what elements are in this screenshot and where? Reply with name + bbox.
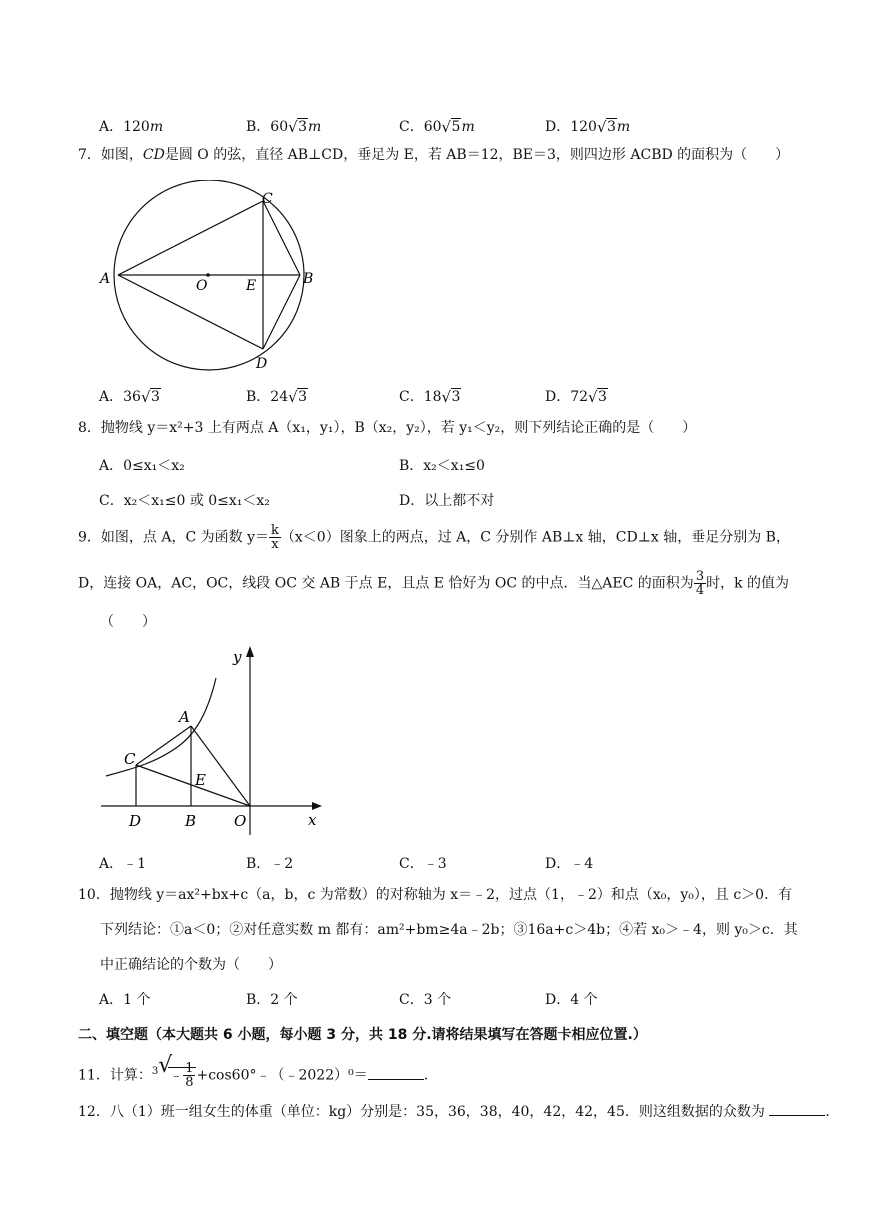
q7-option-c: C．18 √ 3 [399, 388, 461, 406]
q9-label-y: y [233, 648, 242, 666]
q10-stem-line1: 10．抛物线 y＝ax²+bx+c（a，b，c 为常数）的对称轴为 x＝﹣2，过点（1，﹣2）和点（x₀，y₀），且 c＞0．有 [78, 887, 793, 903]
q9-stem-line3: （ ） [100, 614, 156, 630]
q9-label-o: O [234, 812, 247, 830]
q7-label-o: O [196, 278, 208, 294]
q9-label-d: D [129, 812, 142, 830]
q9-stem-line1: 9．如图，点 A，C 为函数 y＝ $\frac{k}{x}$ （x＜0）图象上的两点，过 A，C 分别作 AB⊥x 轴，CD⊥x 轴，垂足分别为 B， [78, 523, 790, 552]
q7-label-d: D [256, 356, 268, 372]
q6-option-c: C．60 √ 5m [399, 118, 475, 136]
q10-option-c: C．3 个 [399, 992, 452, 1008]
q12-stem: 12．八（1）班一组女生的体重（单位：kg）分别是：35，36，38，40，42，42，45．则这组数据的众数为 . [78, 1104, 830, 1120]
q6-option-a: A．120m [99, 119, 164, 135]
q6-option-d: D．120 √ 3m [545, 118, 631, 136]
q9-option-c: C．﹣3 [399, 856, 447, 872]
section-title-fill-in: 二、填空题（本大题共 6 小题，每小题 3 分，共 18 分.请将结果填写在答题卡相应位置.） [78, 1027, 647, 1043]
q9-option-d: D．﹣4 [545, 856, 594, 872]
q7-label-a: A [100, 271, 111, 287]
q9-label-b: B [185, 812, 197, 830]
q9-hyperbola-figure [96, 640, 336, 840]
q10-option-b: B．2 个 [246, 992, 298, 1008]
q9-label-x: x [308, 811, 317, 829]
q8-option-d: D．以上都不对 [399, 493, 495, 509]
q8-option-c: C．x₂＜x₁≤0 或 0≤x₁＜x₂ [99, 493, 270, 509]
q8-stem: 8．抛物线 y＝x²+3 上有两点 A（x₁，y₁），B（x₂，y₂），若 y₁＜y₂，则下列结论正确的是（ ） [78, 420, 697, 436]
q9-option-b: B．﹣2 [246, 856, 294, 872]
q9-option-a: A．﹣1 [99, 856, 147, 872]
q9-label-e: E [195, 771, 206, 789]
q7-stem: 7．如图，CD是圆 O 的弦，直径 AB⊥CD，垂足为 E，若 AB＝12，BE＝3，则四边形 ACBD 的面积为（ ） [78, 147, 790, 163]
q12-answer-blank[interactable] [769, 1103, 825, 1116]
q11-answer-blank[interactable] [368, 1067, 424, 1080]
q7-label-e: E [246, 278, 257, 294]
q10-stem-line3: 中正确结论的个数为（ ） [100, 957, 282, 973]
q7-label-b: B [303, 271, 314, 287]
q11-stem: 11．计算：$^3$ √ ﹣ $\frac{1}{8}$ +cos60°﹣（﹣2022）⁰＝ . [78, 1053, 429, 1091]
q9-label-a: A [179, 708, 190, 726]
q10-stem-line2: 下列结论：①a＜0；②对任意实数 m 都有：am²+bm≥4a﹣2b；③16a+c＞4b；④若 x₀＞﹣4，则 y₀＞c．其 [100, 922, 798, 938]
q8-option-b: B．x₂＜x₁≤0 [399, 458, 485, 474]
q9-stem-line2: D，连接 OA，AC，OC，线段 OC 交 AB 于点 E，且点 E 恰好为 OC 的中点．当△AEC 的面积为 $\frac{3}{4}$ 时，k 的值为 [78, 569, 790, 598]
q7-option-a: A．36 √ 3 [99, 388, 160, 406]
q7-label-c: C [262, 191, 273, 207]
q7-option-d: D．72 √ 3 [545, 388, 607, 406]
q7-circle-figure [96, 180, 321, 375]
q10-option-a: A．1 个 [99, 992, 151, 1008]
q6-option-b: B．60 √ 3m [246, 118, 322, 136]
q9-label-c: C [124, 750, 136, 768]
q10-option-d: D．4 个 [545, 992, 598, 1008]
q7-option-b: B．24 √ 3 [246, 388, 308, 406]
q8-option-a: A．0≤x₁＜x₂ [99, 458, 185, 474]
